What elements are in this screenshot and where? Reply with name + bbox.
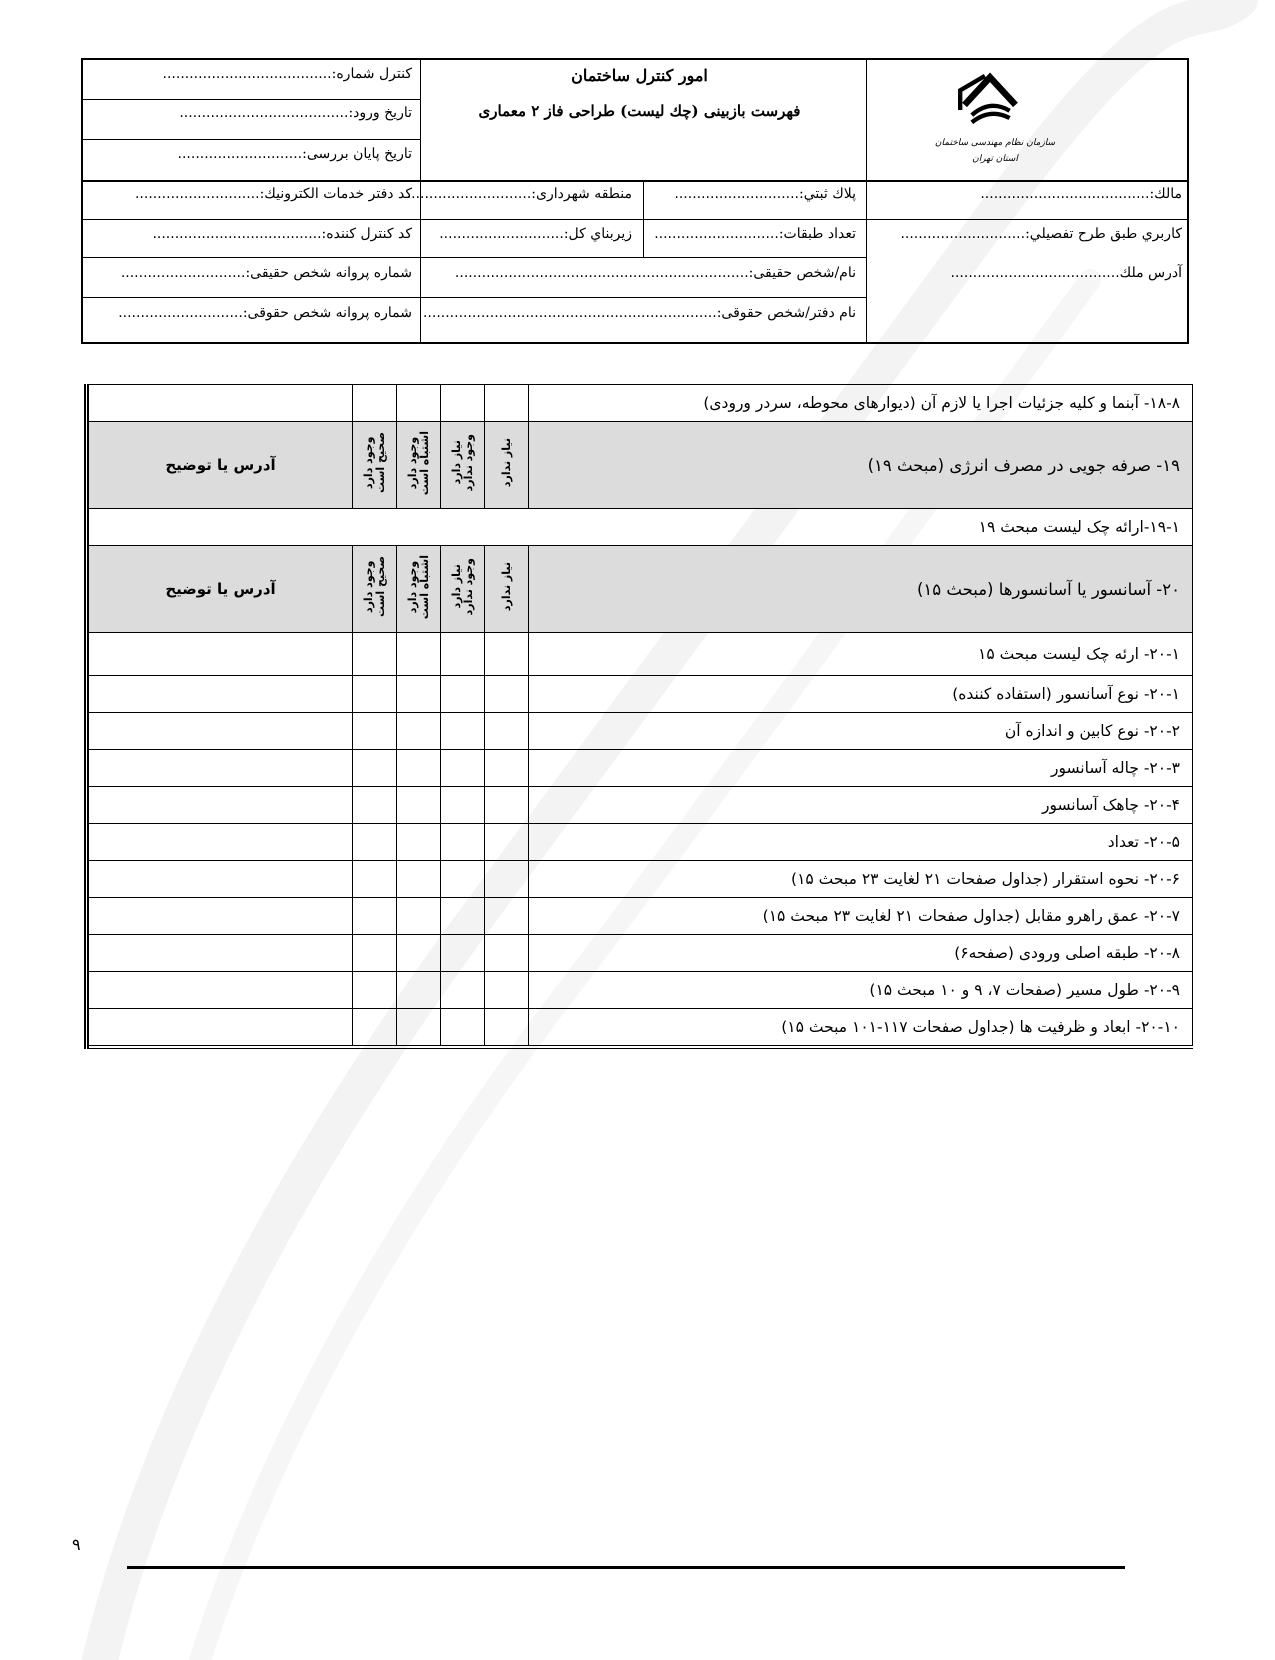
field-owner[interactable]: مالك:...................................... bbox=[980, 186, 1182, 202]
field-floor-count[interactable]: تعداد طبقات:............................ bbox=[654, 226, 856, 242]
checklist-table bbox=[84, 384, 1193, 1049]
check-no-need[interactable] bbox=[485, 824, 529, 861]
check-exists-wrong[interactable] bbox=[397, 898, 441, 935]
field-natural-person-license[interactable]: شماره پروانه شخص حقیقی:............................ bbox=[120, 265, 412, 281]
table-row bbox=[87, 935, 1193, 972]
address-note-cell[interactable] bbox=[87, 676, 353, 713]
check-exists-wrong[interactable] bbox=[397, 935, 441, 972]
section-header-row bbox=[87, 546, 1193, 633]
check-needed-missing[interactable] bbox=[441, 787, 485, 824]
field-controller-code[interactable]: کد کنترل کننده:...................................... bbox=[152, 226, 412, 242]
page-number: ۹ bbox=[72, 1535, 81, 1554]
check-no-need[interactable] bbox=[485, 633, 529, 676]
column-header-needed-missing: نیاز دارد وجود ندارد bbox=[449, 434, 475, 492]
check-exists-correct[interactable] bbox=[353, 824, 397, 861]
checklist-item: ۲۰-۴- چاهک آسانسور bbox=[529, 787, 1193, 824]
address-note-cell[interactable] bbox=[87, 972, 353, 1009]
check-no-need[interactable] bbox=[485, 898, 529, 935]
table-row bbox=[87, 713, 1193, 750]
page-subtitle: فهرست بازبینی (چك لیست) طراحی فاز ۲ معماری bbox=[478, 102, 801, 120]
address-note-cell[interactable] bbox=[87, 935, 353, 972]
table-row bbox=[87, 509, 1193, 546]
table-row bbox=[87, 898, 1193, 935]
check-exists-wrong[interactable] bbox=[397, 787, 441, 824]
checklist-item: ۲۰-۲- نوع کابین و اندازه آن bbox=[529, 713, 1193, 750]
table-row bbox=[87, 633, 1193, 676]
check-exists-correct[interactable] bbox=[353, 713, 397, 750]
checklist-item: ۲۰-۷- عمق راهرو مقابل (جداول صفحات ۲۱ لغایت ۲۳ مبحث ۱۵) bbox=[529, 898, 1193, 935]
field-legal-person-license[interactable]: شماره پروانه شخص حقوقی:............................ bbox=[118, 305, 412, 321]
check-exists-wrong[interactable] bbox=[397, 713, 441, 750]
field-eservice-office-code[interactable]: کد دفتر خدمات الکترونیك:............................ bbox=[134, 186, 412, 202]
check-needed-missing[interactable] bbox=[441, 750, 485, 787]
table-row bbox=[87, 824, 1193, 861]
table-row bbox=[87, 750, 1193, 787]
check-needed-missing[interactable] bbox=[441, 861, 485, 898]
address-note-cell[interactable] bbox=[87, 750, 353, 787]
address-note-cell[interactable] bbox=[87, 385, 353, 422]
check-exists-wrong[interactable] bbox=[397, 385, 441, 422]
check-needed-missing[interactable] bbox=[441, 898, 485, 935]
checklist-item: ۲۰-۹- طول مسیر (صفحات ۷، ۹ و ۱۰ مبحث ۱۵) bbox=[529, 972, 1193, 1009]
logo-caption-org: سازمان نظام مهندسی ساختمان bbox=[934, 138, 1056, 148]
check-no-need[interactable] bbox=[485, 935, 529, 972]
check-needed-missing[interactable] bbox=[441, 633, 485, 676]
check-needed-missing[interactable] bbox=[441, 713, 485, 750]
logo-caption-province: استان تهران bbox=[972, 154, 1018, 164]
field-detailed-plan-usage[interactable]: كاربري طبق طرح تفصيلي:............................ bbox=[900, 226, 1182, 242]
address-note-cell[interactable] bbox=[87, 898, 353, 935]
check-needed-missing[interactable] bbox=[441, 972, 485, 1009]
section-title-20: ۲۰- آسانسور یا آسانسورها (مبحث ۱۵) bbox=[529, 546, 1193, 633]
checklist-item: ۲۰-۸- طبقه اصلی ورودی (صفحه۶) bbox=[529, 935, 1193, 972]
check-exists-correct[interactable] bbox=[353, 861, 397, 898]
field-property-address[interactable]: آدرس ملك...................................... bbox=[950, 265, 1182, 281]
checklist-item: ۱۸-۸- آبنما و کلیه جزئیات اجرا یا لازم آن (دیوارهای محوطه، سردر ورودی) bbox=[529, 385, 1193, 422]
address-note-cell[interactable] bbox=[87, 713, 353, 750]
check-needed-missing[interactable] bbox=[441, 1009, 485, 1048]
check-exists-correct[interactable] bbox=[353, 633, 397, 676]
check-exists-correct[interactable] bbox=[353, 385, 397, 422]
table-row bbox=[87, 676, 1193, 713]
check-exists-wrong[interactable] bbox=[397, 1009, 441, 1048]
checklist-item: ۲۰-۱۰- ابعاد و ظرفیت ها (جداول صفحات ۱۱۷-۱۰۱ مبحث ۱۵) bbox=[529, 1009, 1193, 1048]
address-note-cell[interactable] bbox=[87, 633, 353, 676]
check-exists-correct[interactable] bbox=[353, 898, 397, 935]
check-no-need[interactable] bbox=[485, 713, 529, 750]
field-total-area[interactable]: زيربناي كل:............................ bbox=[439, 226, 632, 242]
column-header-address-note: آدرس یا توضیح bbox=[87, 422, 353, 509]
table-row bbox=[87, 1009, 1193, 1048]
check-needed-missing[interactable] bbox=[441, 824, 485, 861]
check-needed-missing[interactable] bbox=[441, 676, 485, 713]
field-entry-date[interactable]: تاریخ ورود:...................................... bbox=[179, 105, 412, 121]
check-no-need[interactable] bbox=[485, 861, 529, 898]
section-title-19: ۱۹- صرفه جویی در مصرف انرژی (مبحث ۱۹) bbox=[529, 422, 1193, 509]
check-no-need[interactable] bbox=[485, 972, 529, 1009]
check-needed-missing[interactable] bbox=[441, 385, 485, 422]
address-note-cell[interactable] bbox=[87, 824, 353, 861]
check-exists-correct[interactable] bbox=[353, 1009, 397, 1048]
check-exists-wrong[interactable] bbox=[397, 972, 441, 1009]
column-header-exists-wrong: وجود دارد اشتباه است bbox=[405, 554, 431, 620]
column-header-exists-correct: وجود دارد صحیح است bbox=[361, 432, 387, 494]
check-exists-correct[interactable] bbox=[353, 750, 397, 787]
page-title: امور کنترل ساختمان bbox=[571, 66, 708, 85]
check-needed-missing[interactable] bbox=[441, 935, 485, 972]
check-no-need[interactable] bbox=[485, 750, 529, 787]
checklist-item: ۲۰-۱- ارئه چک لیست مبحث ۱۵ bbox=[529, 633, 1193, 676]
check-exists-wrong[interactable] bbox=[397, 633, 441, 676]
address-note-cell[interactable] bbox=[87, 861, 353, 898]
checklist-item: ۱۹-۱-ارائه چک لیست مبحث ۱۹ bbox=[87, 509, 1193, 546]
check-exists-wrong[interactable] bbox=[397, 676, 441, 713]
table-row bbox=[87, 787, 1193, 824]
field-control-number[interactable]: کنترل شماره:...................................... bbox=[162, 66, 412, 82]
check-exists-correct[interactable] bbox=[353, 787, 397, 824]
check-exists-correct[interactable] bbox=[353, 972, 397, 1009]
address-note-cell[interactable] bbox=[87, 1009, 353, 1048]
column-header-exists-correct: وجود دارد صحیح است bbox=[361, 556, 387, 618]
column-header-no-need: نیاز ندارد bbox=[499, 438, 513, 488]
column-header-address-note: آدرس یا توضیح bbox=[87, 546, 353, 633]
check-no-need[interactable] bbox=[485, 676, 529, 713]
section-header-row bbox=[87, 422, 1193, 509]
table-row bbox=[87, 972, 1193, 1009]
check-exists-correct[interactable] bbox=[353, 935, 397, 972]
checklist-item: ۲۰-۳- چاله آسانسور bbox=[529, 750, 1193, 787]
checklist-item: ۲۰-۱- نوع آسانسور (استفاده کننده) bbox=[529, 676, 1193, 713]
checklist-item: ۲۰-۶- نحوه استقرار (جداول صفحات ۲۱ لغایت ۲۳ مبحث ۱۵) bbox=[529, 861, 1193, 898]
column-header-needed-missing: نیاز دارد وجود ندارد bbox=[449, 558, 475, 616]
check-no-need[interactable] bbox=[485, 385, 529, 422]
footer-rule bbox=[127, 1566, 1125, 1569]
check-exists-wrong[interactable] bbox=[397, 824, 441, 861]
field-registered-plate[interactable]: پلاك ثبتي:............................ bbox=[674, 186, 856, 202]
table-row bbox=[87, 385, 1193, 422]
field-natural-person-name[interactable]: نام/شخص حقیقی:.................................................................. bbox=[454, 265, 856, 281]
check-no-need[interactable] bbox=[485, 787, 529, 824]
field-legal-person-office[interactable]: نام دفتر/شخص حقوقی:.................................................................. bbox=[422, 305, 856, 321]
check-exists-wrong[interactable] bbox=[397, 861, 441, 898]
address-note-cell[interactable] bbox=[87, 787, 353, 824]
field-municipal-zone[interactable]: منطقه شهرداری:............................ bbox=[406, 186, 632, 202]
column-header-exists-wrong: وجود دارد اشتباه است bbox=[405, 430, 431, 496]
checklist-item: ۲۰-۵- تعداد bbox=[529, 824, 1193, 861]
table-row bbox=[87, 861, 1193, 898]
field-review-end-date[interactable]: تاریخ پایان بررسی:............................ bbox=[177, 146, 412, 162]
check-exists-correct[interactable] bbox=[353, 676, 397, 713]
check-exists-wrong[interactable] bbox=[397, 750, 441, 787]
column-header-no-need: نیاز ندارد bbox=[499, 562, 513, 612]
check-no-need[interactable] bbox=[485, 1009, 529, 1048]
